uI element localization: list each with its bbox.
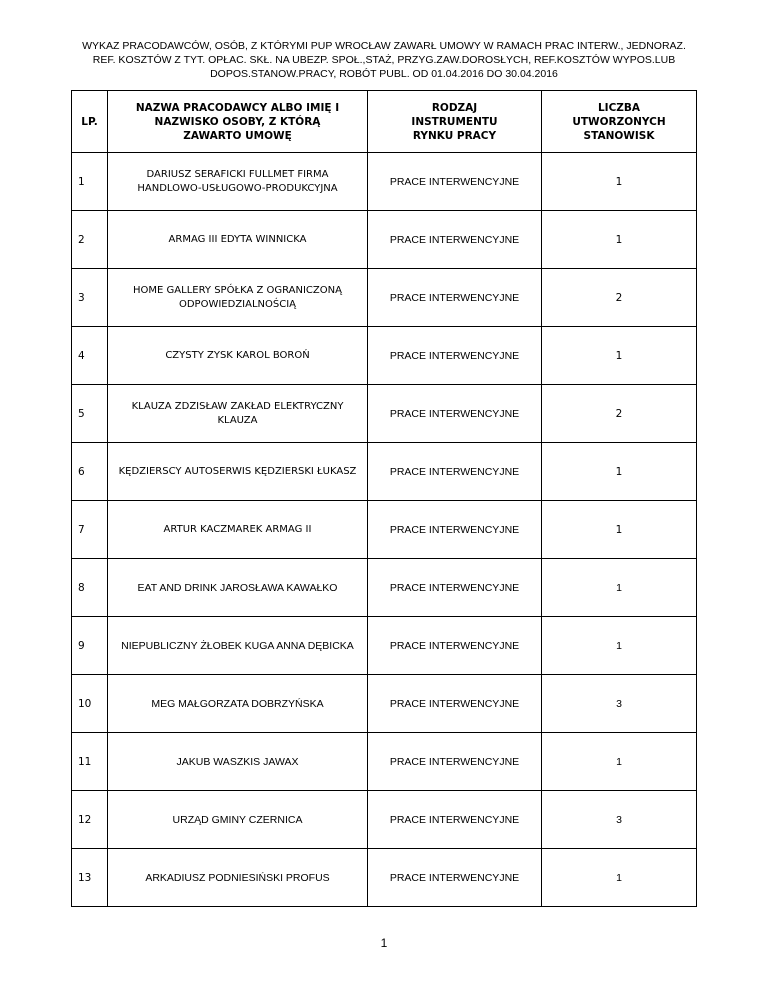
column-header-name: NAZWA PRACODAWCY ALBO IMIĘ I NAZWISKO OSOBY, Z KTÓRĄ ZAWARTO UMOWĘ [108,91,368,153]
row-name: JAKUB WASZKIS JAWAX [108,733,368,791]
row-name: NIEPUBLICZNY ŻŁOBEK KUGA ANNA DĘBICKA [108,617,368,675]
table-row [72,675,697,733]
row-lp: 8 [72,559,108,617]
row-name: ARKADIUSZ PODNIESIŃSKI PROFUS [108,849,368,907]
row-instrument: PRACE INTERWENCYJNE [368,559,542,617]
row-instrument: PRACE INTERWENCYJNE [368,501,542,559]
row-count: 1 [542,501,697,559]
table-row [72,385,697,443]
row-instrument: PRACE INTERWENCYJNE [368,849,542,907]
row-instrument: PRACE INTERWENCYJNE [368,443,542,501]
row-name: HOME GALLERY SPÓŁKA Z OGRANICZONĄ ODPOWIEDZIALNOŚCIĄ [108,269,368,327]
page-number: 1 [380,936,388,950]
row-count: 1 [542,443,697,501]
header-line-1: WYKAZ PRACODAWCÓW, OSÓB, Z KTÓRYMI PUP WROCŁAW ZAWARŁ UMOWY W RAMACH PRAC INTERW., JEDNORAZ. [82,40,686,52]
row-lp: 11 [72,733,108,791]
document-header [60,39,708,81]
row-count: 1 [542,559,697,617]
row-count: 1 [542,153,697,211]
row-count: 3 [542,791,697,849]
row-name: URZĄD GMINY CZERNICA [108,791,368,849]
row-lp: 12 [72,791,108,849]
row-name: KĘDZIERSCY AUTOSERWIS KĘDZIERSKI ŁUKASZ [108,443,368,501]
row-instrument: PRACE INTERWENCYJNE [368,327,542,385]
row-instrument: PRACE INTERWENCYJNE [368,269,542,327]
row-count: 2 [542,385,697,443]
row-instrument: PRACE INTERWENCYJNE [368,791,542,849]
row-lp: 4 [72,327,108,385]
table-row [72,791,697,849]
row-name: EAT AND DRINK JAROSŁAWA KAWAŁKO [108,559,368,617]
row-lp: 5 [72,385,108,443]
row-lp: 13 [72,849,108,907]
column-header-instrument: RODZAJ INSTRUMENTU RYNKU PRACY [368,91,542,153]
row-instrument: PRACE INTERWENCYJNE [368,211,542,269]
table-row [72,559,697,617]
row-name: CZYSTY ZYSK KAROL BOROŃ [108,327,368,385]
row-count: 1 [542,617,697,675]
table-row [72,617,697,675]
row-name: ARMAG III EDYTA WINNICKA [108,211,368,269]
row-lp: 2 [72,211,108,269]
table-row [72,501,697,559]
row-instrument: PRACE INTERWENCYJNE [368,153,542,211]
row-lp: 9 [72,617,108,675]
row-name: MEG MAŁGORZATA DOBRZYŃSKA [108,675,368,733]
row-count: 1 [542,327,697,385]
row-name: DARIUSZ SERAFICKI FULLMET FIRMA HANDLOWO-USŁUGOWO-PRODUKCYJNA [108,153,368,211]
table-row [72,269,697,327]
row-count: 2 [542,269,697,327]
row-instrument: PRACE INTERWENCYJNE [368,733,542,791]
row-lp: 10 [72,675,108,733]
row-instrument: PRACE INTERWENCYJNE [368,617,542,675]
header-line-3: DOPOS.STANOW.PRACY, ROBÓT PUBL. OD 01.04.2016 DO 30.04.2016 [210,68,558,80]
row-count: 3 [542,675,697,733]
row-lp: 3 [72,269,108,327]
table-row [72,733,697,791]
table-header-row [72,91,697,153]
table-row [72,443,697,501]
employers-table [71,90,697,907]
table-row [72,849,697,907]
row-lp: 6 [72,443,108,501]
row-name: ARTUR KACZMAREK ARMAG II [108,501,368,559]
column-header-count: LICZBA UTWORZONYCH STANOWISK [542,91,697,153]
header-line-2: REF. KOSZTÓW Z TYT. OPŁAC. SKŁ. NA UBEZP. SPOŁ.,STAŻ, PRZYG.ZAW.DOROSŁYCH, REF.KOSZTÓW WYPOS.LUB [92,54,676,66]
table-row [72,153,697,211]
row-instrument: PRACE INTERWENCYJNE [368,675,542,733]
table-row [72,327,697,385]
column-header-lp: LP. [72,91,108,153]
row-lp: 1 [72,153,108,211]
row-count: 1 [542,733,697,791]
row-count: 1 [542,211,697,269]
row-instrument: PRACE INTERWENCYJNE [368,385,542,443]
table-row [72,211,697,269]
row-count: 1 [542,849,697,907]
row-name: KLAUZA ZDZISŁAW ZAKŁAD ELEKTRYCZNY KLAUZA [108,385,368,443]
row-lp: 7 [72,501,108,559]
